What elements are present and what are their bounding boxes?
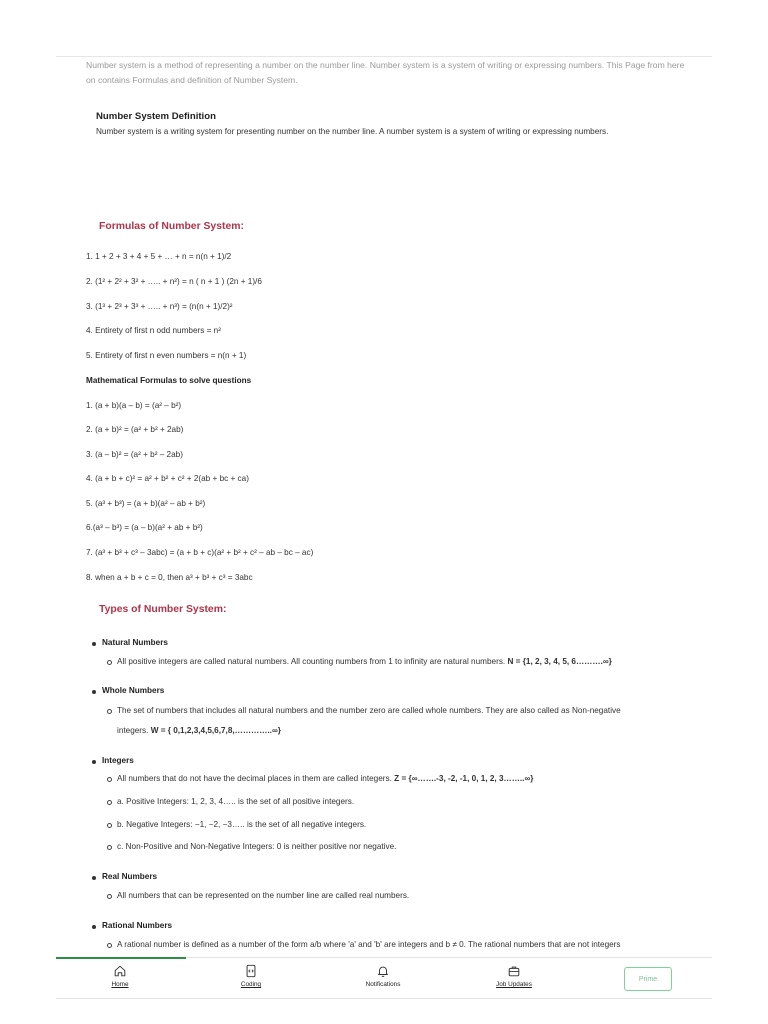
nav-item-job-updates[interactable] xyxy=(474,964,554,988)
list-bullet xyxy=(92,876,96,880)
sub-list-bullet xyxy=(107,800,112,805)
whole-numbers-text-line1: The set of numbers that includes all natural numbers and the number zero are called whole numbers. They are also called as Non-negative xyxy=(117,706,621,715)
natural-numbers-text xyxy=(117,657,612,666)
formula-item: 2. (1² + 2² + 3² + ….. + n²) = n ( n + 1 ) (2n + 1)/6 xyxy=(86,277,262,286)
sub-list-bullet xyxy=(107,660,112,665)
integers-title: Integers xyxy=(102,756,134,765)
math-formula-item: 8. when a + b + c = 0, then a³ + b³ + c³ = 3abc xyxy=(86,573,253,582)
non-positive-integers-text: c. Non-Positive and Non-Negative Integers: 0 is neither positive nor negative. xyxy=(117,842,397,851)
formulas-heading: Formulas of Number System: xyxy=(99,221,244,232)
integers-description: All numbers that do not have the decimal places in them are called integers. xyxy=(117,774,392,783)
positive-integers-text: a. Positive Integers: 1, 2, 3, 4….. is the set of all positive integers. xyxy=(117,797,355,806)
nav-label-coding: Coding xyxy=(240,981,262,988)
whole-numbers-description: integers. xyxy=(117,726,149,735)
nav-label-job-updates: Job Updates xyxy=(496,981,532,988)
nav-item-notifications[interactable] xyxy=(343,964,423,988)
math-formula-item: 5. (a³ + b³) = (a + b)(a² – ab + b²) xyxy=(86,499,206,508)
definition-text: Number system is a writing system for presenting number on the number line. A number system is a system of writing or expressing numbers. xyxy=(96,127,609,136)
bottom-nav xyxy=(56,957,712,999)
nav-item-coding[interactable] xyxy=(211,964,291,988)
nav-label-home: Home xyxy=(111,981,129,988)
bell-icon xyxy=(376,964,390,978)
sub-list-bullet xyxy=(107,894,112,899)
top-divider xyxy=(56,56,712,57)
sub-list-bullet xyxy=(107,845,112,850)
whole-numbers-title: Whole Numbers xyxy=(102,686,165,695)
whole-numbers-text-line2 xyxy=(117,726,281,735)
math-formulas-heading: Mathematical Formulas to solve questions xyxy=(86,376,252,385)
nav-item-home[interactable] xyxy=(80,964,160,988)
real-numbers-text: All numbers that can be represented on the number line are called real numbers. xyxy=(117,891,410,900)
definition-title: Number System Definition xyxy=(96,111,216,122)
formula-item: 1. 1 + 2 + 3 + 4 + 5 + … + n = n(n + 1)/2 xyxy=(86,252,232,261)
home-icon xyxy=(113,964,127,978)
list-bullet xyxy=(92,642,96,646)
list-bullet xyxy=(92,760,96,764)
math-formula-item: 4. (a + b + c)² = a² + b² + c² + 2(ab + bc + ca) xyxy=(86,474,249,483)
real-numbers-title: Real Numbers xyxy=(102,872,158,881)
math-formula-item: 2. (a + b)² = (a² + b² + 2ab) xyxy=(86,425,184,434)
whole-numbers-set: W = { 0,1,2,3,4,5,6,7,8,…………..∞} xyxy=(150,726,281,735)
list-bullet xyxy=(92,925,96,929)
nav-active-indicator xyxy=(56,957,186,959)
math-formula-item: 1. (a + b)(a – b) = (a² – b²) xyxy=(86,401,182,410)
sub-list-bullet xyxy=(107,777,112,782)
integers-set: Z = {∞…….-3, -2, -1, 0, 1, 2, 3……..∞} xyxy=(394,774,534,783)
formula-item: 3. (1³ + 2³ + 3³ + ….. + n³) = (n(n + 1)/2)² xyxy=(86,302,233,311)
natural-numbers-set: N = {1, 2, 3, 4, 5, 6……….∞} xyxy=(507,657,612,666)
rational-numbers-title: Rational Numbers xyxy=(102,921,173,930)
math-formula-item: 3. (a – b)² = (a² + b² – 2ab) xyxy=(86,450,183,459)
rational-numbers-text: A rational number is defined as a number of the form a/b where 'a' and 'b' are integers and b ≠ 0. The rational numbers that are not integers xyxy=(117,940,621,949)
list-bullet xyxy=(92,690,96,694)
briefcase-icon xyxy=(507,964,521,978)
negative-integers-text: b. Negative Integers: −1, −2, −3….. is the set of all negative integers. xyxy=(117,820,367,829)
formula-item: 4. Entirety of first n odd numbers = n² xyxy=(86,326,221,335)
sub-list-bullet xyxy=(107,943,112,948)
sub-list-bullet xyxy=(107,709,112,714)
types-heading: Types of Number System: xyxy=(99,604,227,615)
integers-text xyxy=(117,774,533,783)
nav-label-notifications: Notifications xyxy=(365,981,401,988)
prime-button[interactable]: Prime xyxy=(624,967,672,991)
formula-item: 5. Entirety of first n even numbers = n(n + 1) xyxy=(86,351,247,360)
natural-numbers-description: All positive integers are called natural numbers. All counting numbers from 1 to infinity are natural numbers. xyxy=(117,657,506,666)
math-formula-item: 7. (a³ + b³ + c³ – 3abc) = (a + b + c)(a² + b² + c² – ab – bc – ac) xyxy=(86,548,314,557)
natural-numbers-title: Natural Numbers xyxy=(102,638,168,647)
math-formula-item: 6.(a³ – b³) = (a – b)(a² + ab + b²) xyxy=(86,523,203,532)
intro-paragraph: Number system is a method of representing a number on the number line. Number system is a system of writing or expressing numbers. This Page from here on contains Formulas and definition of Number System. xyxy=(86,60,685,85)
code-icon xyxy=(244,964,258,978)
sub-list-bullet xyxy=(107,823,112,828)
